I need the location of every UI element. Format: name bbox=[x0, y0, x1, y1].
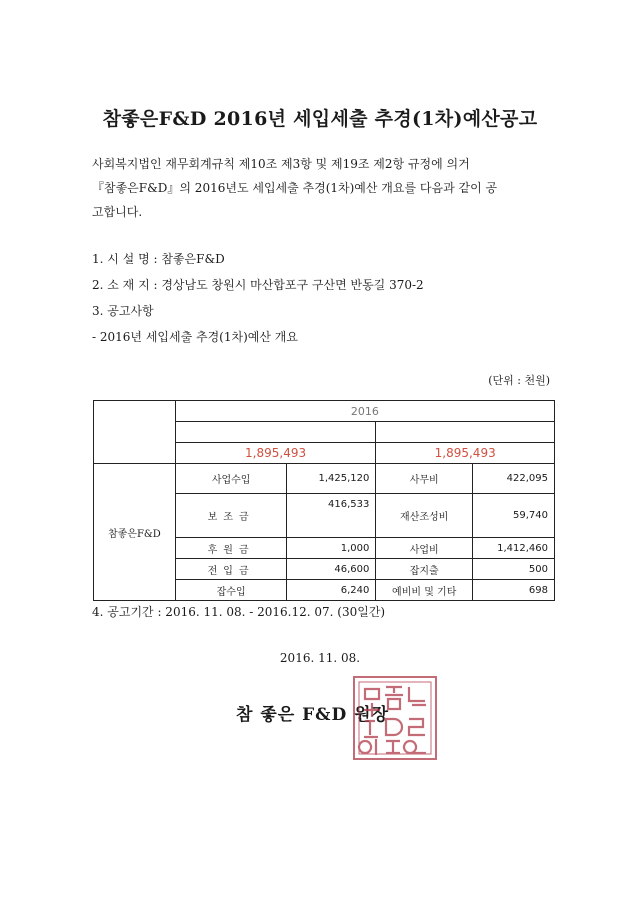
expense-label: 사업비 bbox=[376, 538, 473, 559]
intro-line: 사회복지법인 재무회계규칙 제10조 제3항 및 제19조 제2항 규정에 의거 bbox=[92, 157, 470, 171]
table-row bbox=[94, 464, 555, 494]
revenue-label: 잡수입 bbox=[175, 580, 287, 601]
revenue-label: 후원금 bbox=[175, 538, 287, 559]
expense-header-cell bbox=[376, 422, 555, 443]
expense-label: 사무비 bbox=[376, 464, 473, 494]
revenue-header-cell bbox=[175, 422, 376, 443]
expense-value: 1,412,460 bbox=[473, 538, 555, 559]
revenue-value: 46,600 bbox=[287, 559, 376, 580]
expense-label: 예비비 및 기타 bbox=[376, 580, 473, 601]
notice-heading: 3. 공고사항 bbox=[92, 304, 154, 318]
revenue-value: 6,240 bbox=[287, 580, 376, 601]
revenue-total: 1,895,493 bbox=[175, 443, 376, 464]
unit-label: (단위 : 천원) bbox=[488, 374, 550, 387]
intro-paragraph bbox=[92, 152, 562, 224]
official-seal-icon bbox=[352, 675, 438, 761]
expense-total: 1,895,493 bbox=[376, 443, 555, 464]
page-title: 참좋은F&D 2016년 세입세출 추경(1차)예산공고 bbox=[102, 108, 538, 130]
expense-label: 재산조성비 bbox=[376, 494, 473, 538]
revenue-label: 보조금 bbox=[175, 494, 287, 538]
budget-overview: - 2016년 세입세출 추경(1차)예산 개요 bbox=[92, 330, 298, 344]
revenue-label: 전입금 bbox=[175, 559, 287, 580]
notice-date: 2016. 11. 08. bbox=[279, 651, 361, 665]
intro-line: 『참좋은F&D』의 2016년도 세입세출 추경(1차)예산 개요를 다음과 같이 공 bbox=[92, 181, 498, 195]
facility-name: 1. 시 설 명 : 참좋은F&D bbox=[92, 252, 225, 266]
revenue-value: 416,533 bbox=[287, 494, 376, 538]
revenue-value: 1,000 bbox=[287, 538, 376, 559]
signature-line: 참 좋은 F&D 원장 bbox=[236, 705, 390, 725]
expense-value: 59,740 bbox=[473, 494, 555, 538]
organization-cell: 참좋은F&D bbox=[94, 464, 176, 601]
expense-value: 422,095 bbox=[473, 464, 555, 494]
year-header: 2016 bbox=[175, 401, 554, 422]
intro-line: 고합니다. bbox=[92, 205, 143, 219]
revenue-label: 사업수입 bbox=[175, 464, 287, 494]
table-corner-cell bbox=[94, 401, 176, 464]
expense-value: 500 bbox=[473, 559, 555, 580]
expense-label: 잡지출 bbox=[376, 559, 473, 580]
budget-table bbox=[93, 400, 555, 601]
notice-items bbox=[92, 246, 562, 350]
notice-period: 4. 공고기간 : 2016. 11. 08. - 2016.12. 07. (30일간) bbox=[92, 605, 386, 619]
revenue-value: 1,425,120 bbox=[287, 464, 376, 494]
facility-address: 2. 소 재 지 : 경상남도 창원시 마산합포구 구산면 반동길 370-2 bbox=[92, 278, 424, 292]
expense-value: 698 bbox=[473, 580, 555, 601]
seal-glyphs bbox=[359, 687, 426, 755]
table-header-row bbox=[94, 401, 555, 422]
